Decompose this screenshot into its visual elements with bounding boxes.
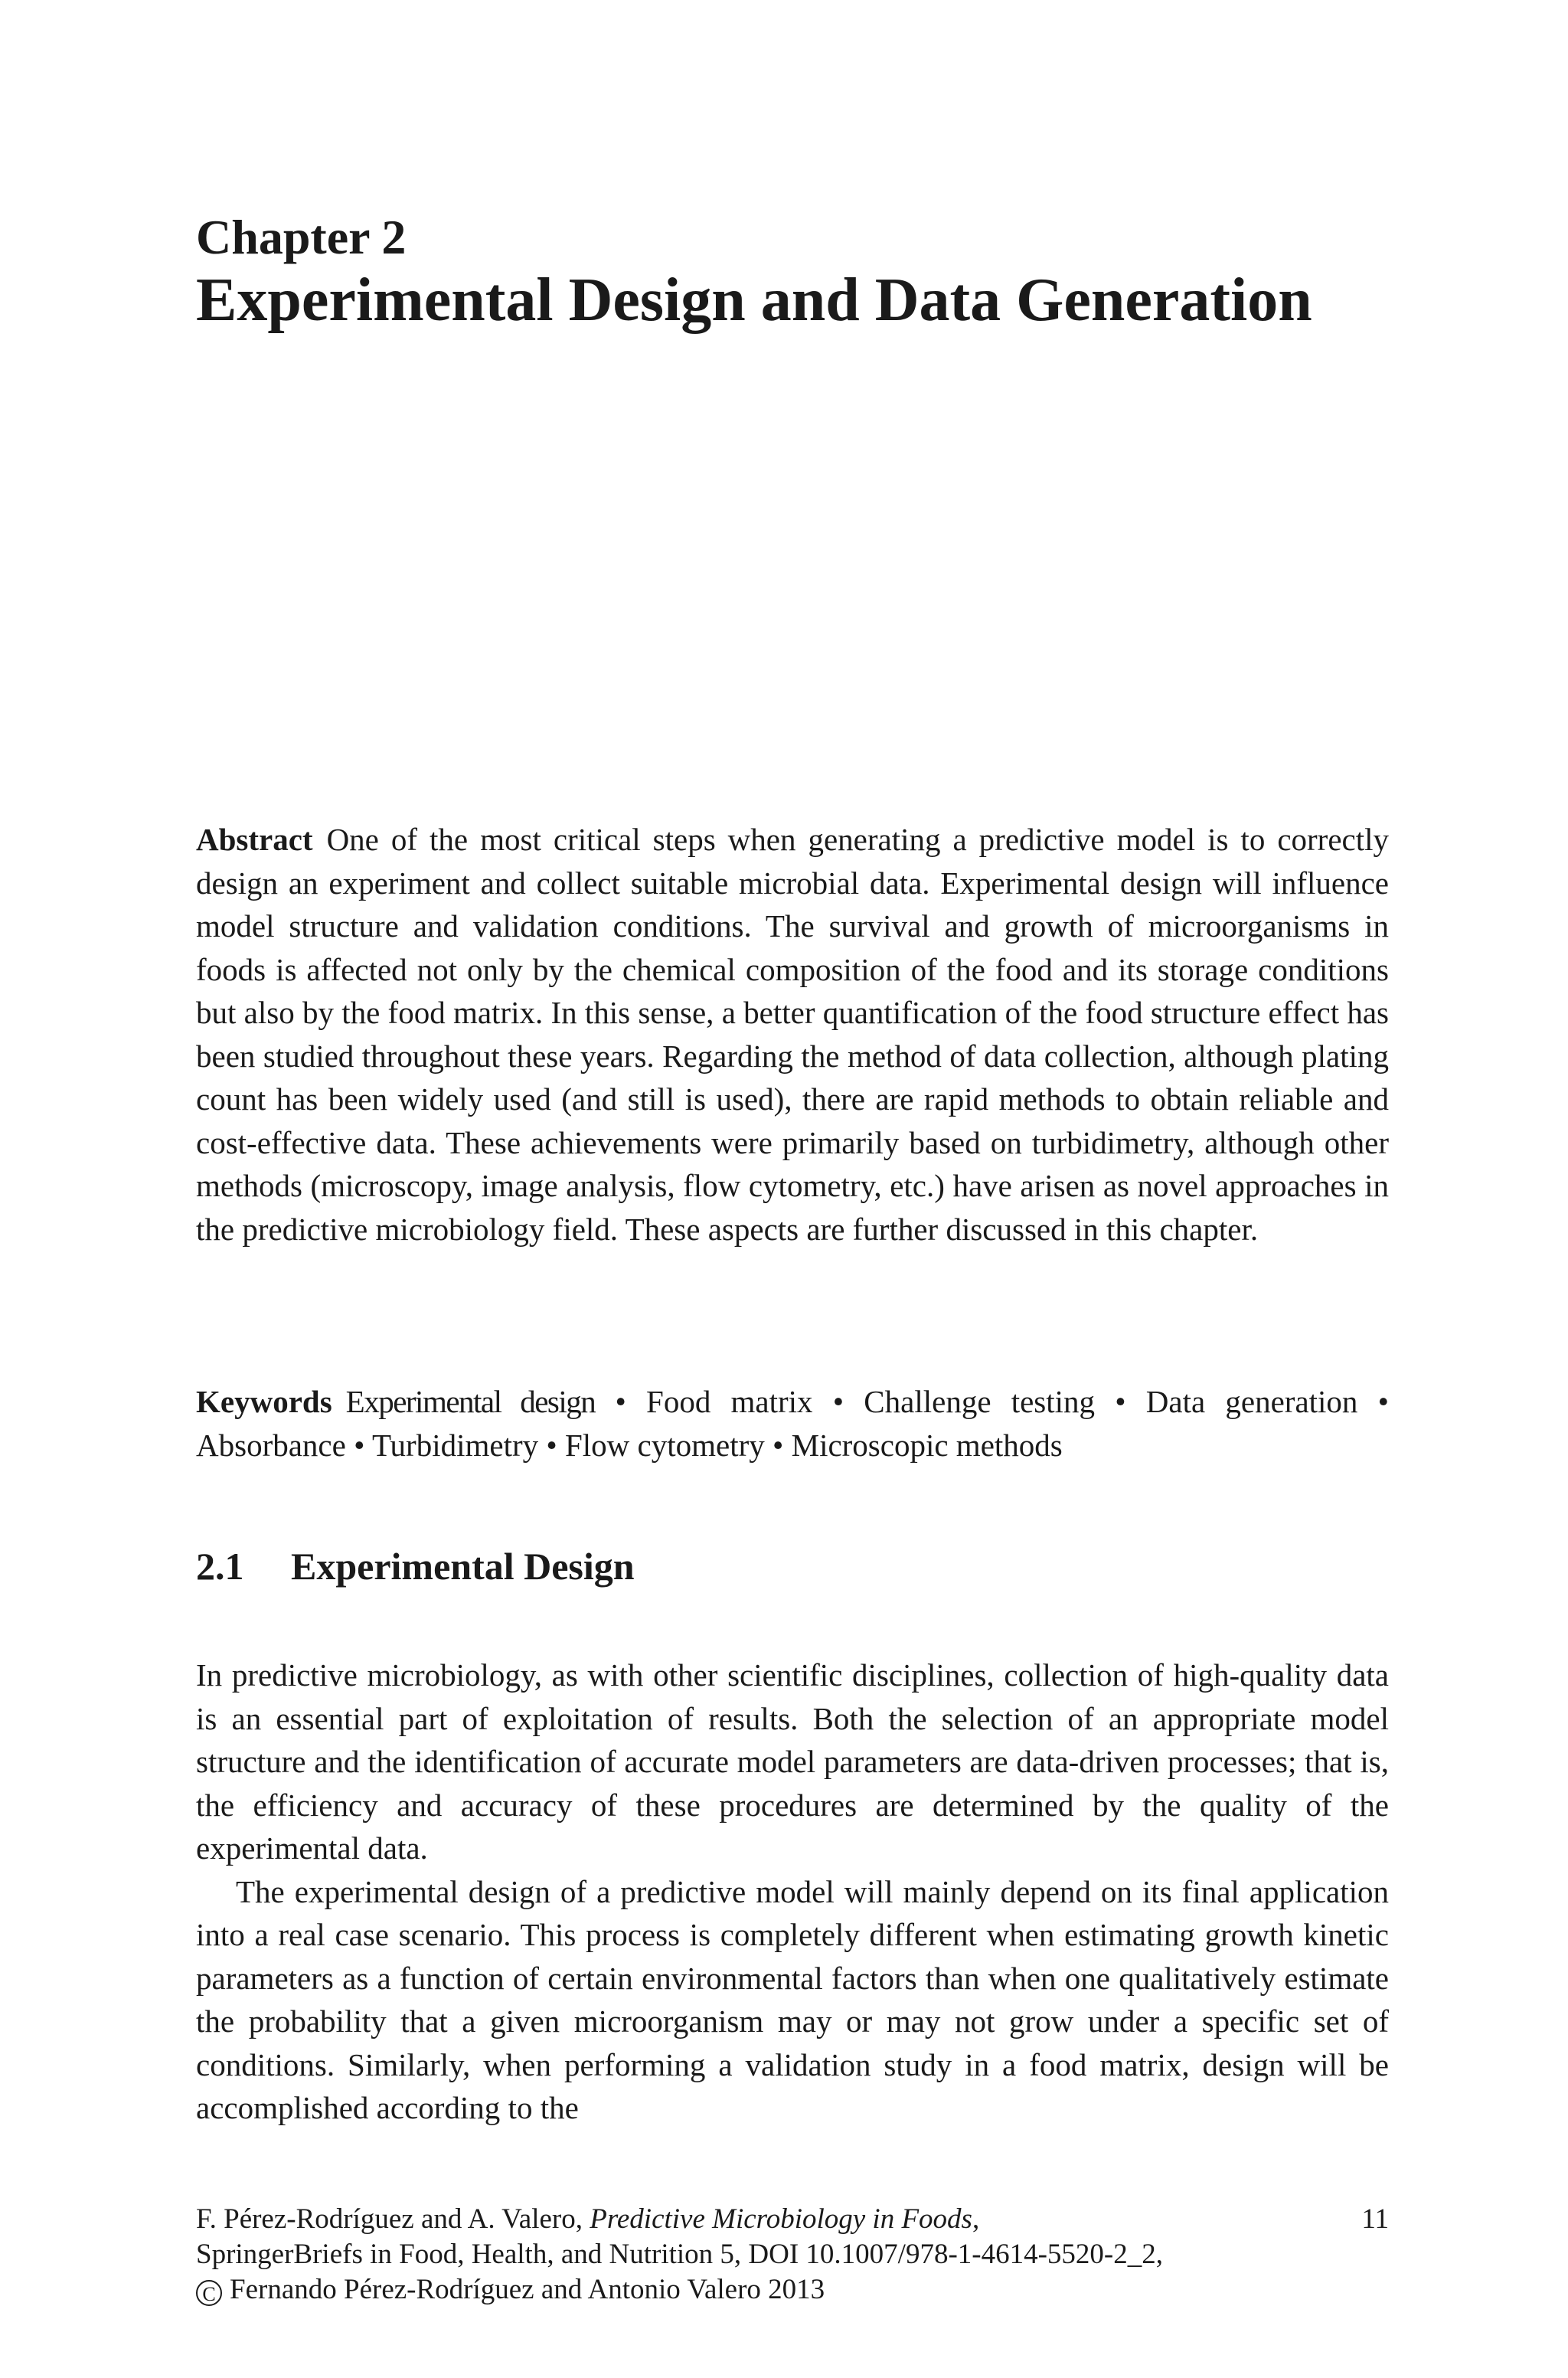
keyword-separator: • [1095,1384,1146,1419]
copyright-line [196,2272,1389,2308]
abstract-block [196,818,1389,1251]
keyword-item: Food matrix [646,1384,813,1419]
copyright-symbol: C [196,2280,222,2306]
section-paragraph-2: The experimental design of a predictive model will mainly depend on its final application into a real case scenario. This process is completely different when estimating growth kinetic parameters as a function of certain environmental factors than when one qualitatively estimate the probability that a given microorganism may or may not grow under a specific set of conditions. Similarly, when performing a validation study in a food matrix, design will be accomplished according to the [196,1873,1389,2125]
keywords-list [196,1384,1389,1463]
citation-line [196,2202,1389,2237]
abstract-lead: Abstract [196,822,313,857]
section-title: Experimental Design [291,1545,635,1588]
keywords-paragraph [196,1380,1389,1467]
keyword-item: Data generation [1145,1384,1358,1419]
keyword-item: Challenge testing [864,1384,1096,1419]
section-body [196,1653,1389,2130]
keyword-separator: • [764,1427,792,1463]
footer-authors: F. Pérez-Rodríguez and A. Valero, [196,2203,590,2235]
keyword-separator: • [345,1427,372,1463]
keyword-separator: • [1357,1384,1389,1419]
keyword-item: Flow cytometry [564,1427,765,1463]
section-heading [196,1545,635,1588]
keywords-block [196,1380,1389,1467]
keyword-item: Experimental design [345,1384,596,1419]
section-number: 2.1 [196,1545,244,1588]
page-footer [196,2202,1389,2308]
keyword-item: Turbidimetry [371,1427,539,1463]
chapter-label: Chapter 2 [196,210,407,264]
footer-series: SpringerBriefs in Food, Health, and Nutrition 5, DOI 10.1007/978-1-4614-5520-2_2, [196,2239,1163,2270]
chapter-title: Experimental Design and Data Generation [196,267,1312,334]
page-number: 11 [1361,2203,1389,2235]
footer-copyright: Fernando Pérez-Rodríguez and Antonio Valero 2013 [230,2274,825,2305]
keyword-separator: • [595,1384,647,1419]
keyword-separator: • [538,1427,565,1463]
abstract-paragraph [196,818,1389,1251]
keyword-item: Microscopic methods [791,1427,1063,1463]
keyword-item: Absorbance [196,1427,346,1463]
section-paragraph-1: In predictive microbiology, as with other scientific disciplines, collection of high-quality data is an essential part of exploitation of results. Both the selection of an appropriate model structure and the identification of accurate model parameters are data-driven processes; that is, the efficiency and accuracy of these procedures are determined by the quality of the experimental data. [196,1657,1389,1866]
keyword-separator: • [812,1384,864,1419]
keywords-lead: Keywords [196,1384,332,1419]
abstract-text: One of the most critical steps when generating a predictive model is to correctly design an experiment and collect suitable microbial data. Experimental design will influence model structure and validation conditions. The survival and growth of microorganisms in foods is affected not only by the chemical composition of the food and its storage conditions but also by the food matrix. In this sense, a better quantification of the food structure effect has been studied throughout these years. Regarding the method of data collection, although plating count has been widely used (and still is used), there are rapid methods to obtain reliable and cost-effective data. These achievements were primarily based on turbidimetry, although other methods (microscopy, image analysis, flow cytometry, etc.) have arisen as novel approaches in the predictive microbiology field. These aspects are further discussed in this chapter. [196,822,1389,1247]
footer-book-title: Predictive Microbiology in Foods [590,2203,972,2235]
footer-after-title: , [972,2203,980,2235]
